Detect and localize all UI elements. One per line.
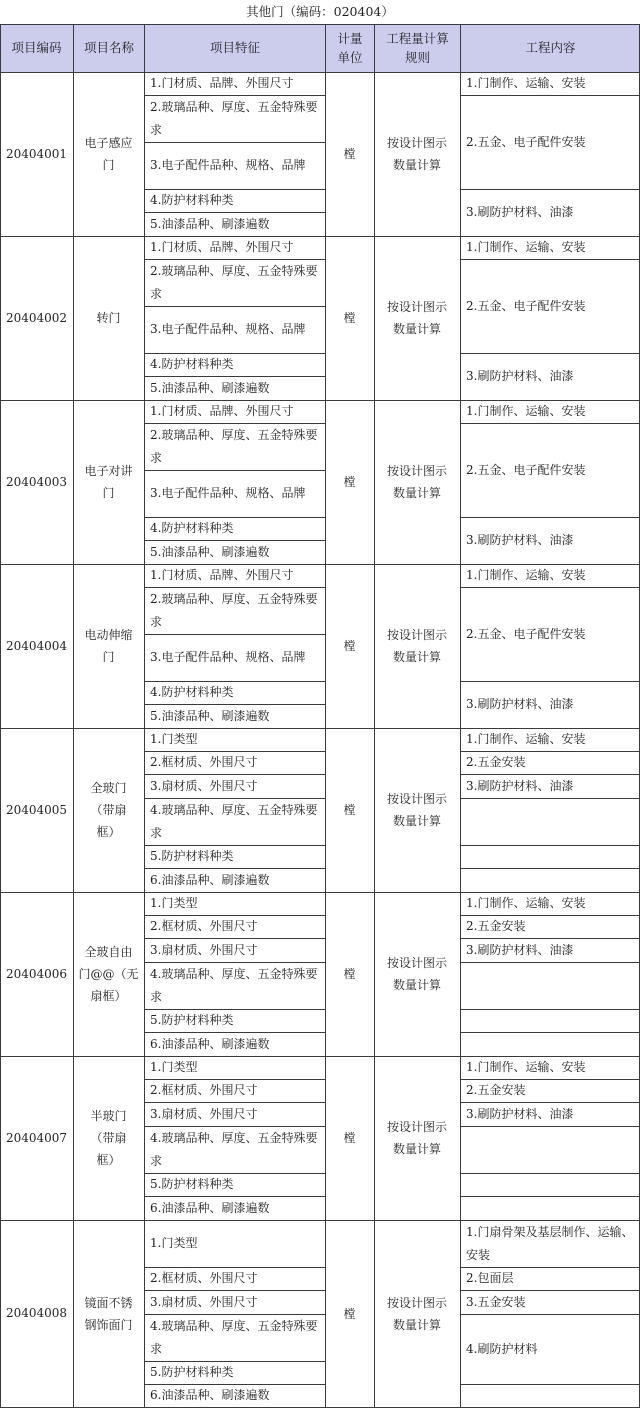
header-name: 项目名称 xyxy=(83,40,134,56)
feature-row-rule xyxy=(144,774,326,775)
block-top-rule xyxy=(0,728,640,729)
feature-cell: 5.油漆品种、刷漆遍数 xyxy=(150,216,270,231)
content-cell xyxy=(466,1196,635,1220)
block-top-rule xyxy=(0,236,640,237)
item-code: 20404008 xyxy=(5,1306,68,1320)
content-cell: 2.五金安装 xyxy=(466,1083,526,1097)
feature-row-rule xyxy=(144,962,326,963)
content-row-rule xyxy=(460,423,640,424)
feature-cell: 3.扇材质、外围尺寸 xyxy=(150,942,258,957)
content-row-rule xyxy=(460,1009,640,1010)
content-row-rule xyxy=(460,1384,640,1385)
content-cell xyxy=(466,1384,635,1407)
item-code: 20404005 xyxy=(5,802,68,817)
content-cell: 3.刷防护材料、油漆 xyxy=(466,1106,574,1121)
feature-cell: 5.防护材料种类 xyxy=(150,1013,234,1027)
header-bottom-rule xyxy=(0,72,640,73)
content-cell xyxy=(466,1032,635,1056)
feature-cell: 3.扇材质、外围尺寸 xyxy=(150,778,258,793)
content-row-rule xyxy=(460,353,640,354)
feature-cell: 2.玻璃品种、厚度、五金特殊要求 xyxy=(150,263,318,301)
feature-row-rule xyxy=(144,423,326,424)
feature-cell: 4.防护材料种类 xyxy=(150,685,234,699)
content-cell: 3.五金安装 xyxy=(466,1294,526,1309)
content-cell xyxy=(466,1126,635,1173)
item-unit: 樘 xyxy=(343,147,356,161)
content-row-rule xyxy=(460,1079,640,1080)
content-row-rule xyxy=(460,1173,640,1174)
feature-row-rule xyxy=(144,1009,326,1010)
feature-cell: 5.防护材料种类 xyxy=(150,1177,234,1191)
content-cell xyxy=(466,962,635,1009)
content-row-rule xyxy=(460,681,640,682)
table-title: 其他门（编码：020404） xyxy=(246,4,394,19)
column-rule xyxy=(144,24,145,1408)
feature-row-rule xyxy=(144,306,326,307)
table-bottom-rule xyxy=(0,1407,640,1408)
column-rule xyxy=(325,24,326,1408)
content-row-rule xyxy=(460,962,640,963)
item-rule: 按设计图示 数量计算 xyxy=(386,628,447,664)
feature-cell: 1.门材质、品牌、外围尺寸 xyxy=(150,76,294,90)
feature-cell: 5.防护材料种类 xyxy=(150,1365,234,1379)
column-rule xyxy=(73,24,74,1408)
item-rule: 按设计图示 数量计算 xyxy=(386,1295,447,1332)
column-rule xyxy=(374,24,375,1408)
feature-row-rule xyxy=(144,540,326,541)
content-cell: 1.门制作、运输、安装 xyxy=(466,1060,586,1074)
feature-cell: 5.油漆品种、刷漆遍数 xyxy=(150,708,270,723)
content-row-rule xyxy=(460,868,640,869)
content-row-rule xyxy=(460,798,640,799)
content-cell: 3.刷防护材料、油漆 xyxy=(466,942,574,957)
content-cell xyxy=(466,868,635,892)
item-name: 全玻门 （带扇 框） xyxy=(90,781,127,839)
item-unit: 樘 xyxy=(343,639,356,653)
content-cell xyxy=(466,798,635,845)
item-name: 镜面不锈 钢饰面门 xyxy=(84,1295,133,1332)
feature-row-rule xyxy=(144,1079,326,1080)
feature-row-rule xyxy=(144,938,326,939)
item-name: 转门 xyxy=(96,311,121,325)
item-rule: 按设计图示 数量计算 xyxy=(386,464,447,500)
item-code: 20404004 xyxy=(5,638,68,653)
content-row-rule xyxy=(460,587,640,588)
feature-cell: 4.防护材料种类 xyxy=(150,193,234,207)
content-row-rule xyxy=(460,1102,640,1103)
item-unit: 樘 xyxy=(343,803,356,817)
item-unit: 樘 xyxy=(343,967,356,981)
feature-row-rule xyxy=(144,1290,326,1291)
header-code: 项目编码 xyxy=(11,40,62,56)
content-row-rule xyxy=(460,751,640,752)
item-code: 20404006 xyxy=(5,966,68,981)
feature-cell: 2.框材质、外围尺寸 xyxy=(150,755,258,769)
item-unit: 樘 xyxy=(343,311,356,325)
content-cell: 3.刷防护材料、油漆 xyxy=(466,778,574,793)
feature-cell: 4.玻璃品种、厚度、五金特殊要求 xyxy=(150,1318,318,1356)
header-content: 工程内容 xyxy=(525,40,576,56)
feature-row-rule xyxy=(144,587,326,588)
feature-cell: 1.门材质、品牌、外围尺寸 xyxy=(150,404,294,418)
feature-row-rule xyxy=(144,1196,326,1197)
content-row-rule xyxy=(460,1196,640,1197)
feature-cell: 4.防护材料种类 xyxy=(150,521,234,535)
content-cell: 1.门制作、运输、安装 xyxy=(466,896,586,910)
feature-cell: 4.防护材料种类 xyxy=(150,357,234,371)
feature-cell: 1.门类型 xyxy=(150,732,198,746)
feature-cell: 3.电子配件品种、规格、品牌 xyxy=(150,158,306,172)
feature-row-rule xyxy=(144,259,326,260)
item-code: 20404003 xyxy=(5,474,68,489)
content-cell: 2.包面层 xyxy=(466,1271,514,1285)
item-code: 20404007 xyxy=(5,1130,68,1145)
feature-row-rule xyxy=(144,634,326,635)
feature-row-rule xyxy=(144,751,326,752)
content-cell: 1.门制作、运输、安装 xyxy=(466,568,586,582)
column-rule xyxy=(0,24,1,1408)
feature-row-rule xyxy=(144,517,326,518)
feature-cell: 3.扇材质、外围尺寸 xyxy=(150,1294,258,1309)
feature-row-rule xyxy=(144,95,326,96)
feature-cell: 4.玻璃品种、厚度、五金特殊要求 xyxy=(150,966,318,1004)
feature-row-rule xyxy=(144,1314,326,1315)
feature-cell: 3.扇材质、外围尺寸 xyxy=(150,1106,258,1121)
item-rule: 按设计图示 数量计算 xyxy=(386,300,447,336)
item-rule: 按设计图示 数量计算 xyxy=(386,792,447,828)
feature-cell: 1.门类型 xyxy=(150,1236,198,1250)
feature-cell: 2.框材质、外围尺寸 xyxy=(150,919,258,933)
content-cell: 1.门制作、运输、安装 xyxy=(466,76,586,90)
feature-cell: 2.玻璃品种、厚度、五金特殊要求 xyxy=(150,427,318,465)
feature-cell: 3.电子配件品种、规格、品牌 xyxy=(150,650,306,664)
feature-cell: 1.门类型 xyxy=(150,1060,198,1074)
content-cell: 2.五金、电子配件安装 xyxy=(466,626,586,641)
item-unit: 樘 xyxy=(343,1131,356,1145)
feature-cell: 3.电子配件品种、规格、品牌 xyxy=(150,486,306,500)
content-row-rule xyxy=(460,1290,640,1291)
feature-row-rule xyxy=(144,376,326,377)
content-cell: 2.五金、电子配件安装 xyxy=(466,462,586,477)
feature-row-rule xyxy=(144,1173,326,1174)
content-cell: 3.刷防护材料、油漆 xyxy=(466,533,574,547)
item-unit: 樘 xyxy=(343,475,356,489)
content-row-rule xyxy=(460,938,640,939)
content-cell xyxy=(466,1009,635,1032)
item-code: 20404002 xyxy=(5,310,68,325)
feature-row-rule xyxy=(144,1267,326,1268)
feature-cell: 5.油漆品种、刷漆遍数 xyxy=(150,380,270,395)
feature-cell: 2.框材质、外围尺寸 xyxy=(150,1271,258,1285)
feature-row-rule xyxy=(144,142,326,143)
item-name: 电子对讲 门 xyxy=(84,464,133,500)
header-rule: 工程量计算 规则 xyxy=(386,30,449,65)
feature-cell: 5.防护材料种类 xyxy=(150,849,234,863)
content-cell xyxy=(466,845,635,868)
header-unit: 计量 单位 xyxy=(337,30,363,65)
item-rule: 按设计图示 数量计算 xyxy=(386,136,447,172)
feature-row-rule xyxy=(144,353,326,354)
column-rule xyxy=(460,24,461,1408)
feature-cell: 1.门材质、品牌、外围尺寸 xyxy=(150,568,294,582)
content-cell: 1.门制作、运输、安装 xyxy=(466,732,586,746)
feature-row-rule xyxy=(144,868,326,869)
feature-row-rule xyxy=(144,704,326,705)
feature-row-rule xyxy=(144,189,326,190)
feature-cell: 4.玻璃品种、厚度、五金特殊要求 xyxy=(150,802,318,840)
content-row-rule xyxy=(460,1032,640,1033)
feature-cell: 6.油漆品种、刷漆遍数 xyxy=(150,1036,270,1051)
content-cell: 2.五金、电子配件安装 xyxy=(466,298,586,313)
feature-row-rule xyxy=(144,681,326,682)
content-row-rule xyxy=(460,517,640,518)
content-row-rule xyxy=(460,1314,640,1315)
feature-cell: 6.油漆品种、刷漆遍数 xyxy=(150,872,270,887)
content-cell xyxy=(466,1173,635,1196)
feature-cell: 1.门材质、品牌、外围尺寸 xyxy=(150,240,294,254)
feature-row-rule xyxy=(144,470,326,471)
item-unit: 樘 xyxy=(343,1306,356,1321)
content-row-rule xyxy=(460,259,640,260)
item-rule: 按设计图示 数量计算 xyxy=(386,956,447,992)
header-top-rule xyxy=(0,24,640,25)
item-name: 电子感应 门 xyxy=(84,136,133,172)
content-cell: 1.门制作、运输、安装 xyxy=(466,404,586,418)
content-row-rule xyxy=(460,774,640,775)
feature-cell: 6.油漆品种、刷漆遍数 xyxy=(150,1200,270,1215)
content-cell: 2.五金安装 xyxy=(466,919,526,933)
feature-row-rule xyxy=(144,1032,326,1033)
content-row-rule xyxy=(460,1126,640,1127)
feature-cell: 6.油漆品种、刷漆遍数 xyxy=(150,1388,270,1402)
feature-cell: 2.玻璃品种、厚度、五金特殊要求 xyxy=(150,99,318,137)
feature-row-rule xyxy=(144,845,326,846)
block-top-rule xyxy=(0,1056,640,1057)
item-name: 全玻自由 门@@（无 扇框） xyxy=(78,945,139,1003)
content-row-rule xyxy=(460,845,640,846)
feature-row-rule xyxy=(144,915,326,916)
feature-row-rule xyxy=(144,1126,326,1127)
block-top-rule xyxy=(0,892,640,893)
content-row-rule xyxy=(460,189,640,190)
block-top-rule xyxy=(0,400,640,401)
block-top-rule xyxy=(0,564,640,565)
feature-cell: 2.玻璃品种、厚度、五金特殊要求 xyxy=(150,591,318,629)
header-features: 项目特征 xyxy=(209,40,260,56)
feature-row-rule xyxy=(144,1102,326,1103)
content-cell: 3.刷防护材料、油漆 xyxy=(466,205,574,219)
feature-row-rule xyxy=(144,798,326,799)
feature-cell: 3.电子配件品种、规格、品牌 xyxy=(150,322,306,336)
feature-cell: 5.油漆品种、刷漆遍数 xyxy=(150,544,270,559)
content-row-rule xyxy=(460,915,640,916)
item-rule: 按设计图示 数量计算 xyxy=(386,1120,447,1156)
content-cell: 2.五金安装 xyxy=(466,755,526,769)
feature-row-rule xyxy=(144,212,326,213)
block-top-rule xyxy=(0,1220,640,1221)
content-cell: 3.刷防护材料、油漆 xyxy=(466,369,574,383)
feature-row-rule xyxy=(144,1361,326,1362)
content-cell: 3.刷防护材料、油漆 xyxy=(466,697,574,711)
feature-cell: 4.玻璃品种、厚度、五金特殊要求 xyxy=(150,1130,318,1168)
content-cell: 4.刷防护材料 xyxy=(466,1341,538,1356)
item-name: 半玻门 （带扇 框） xyxy=(90,1109,127,1167)
content-cell: 1.门制作、运输、安装 xyxy=(466,240,586,254)
feature-row-rule xyxy=(144,1384,326,1385)
content-row-rule xyxy=(460,95,640,96)
content-cell: 1.门扇骨架及基层制作、运输、安装 xyxy=(466,1224,634,1262)
content-cell: 2.五金、电子配件安装 xyxy=(466,134,586,149)
item-name: 电动伸缩 门 xyxy=(84,628,133,664)
feature-cell: 2.框材质、外围尺寸 xyxy=(150,1083,258,1097)
item-code: 20404001 xyxy=(5,146,68,161)
feature-cell: 1.门类型 xyxy=(150,896,198,910)
content-row-rule xyxy=(460,1267,640,1268)
